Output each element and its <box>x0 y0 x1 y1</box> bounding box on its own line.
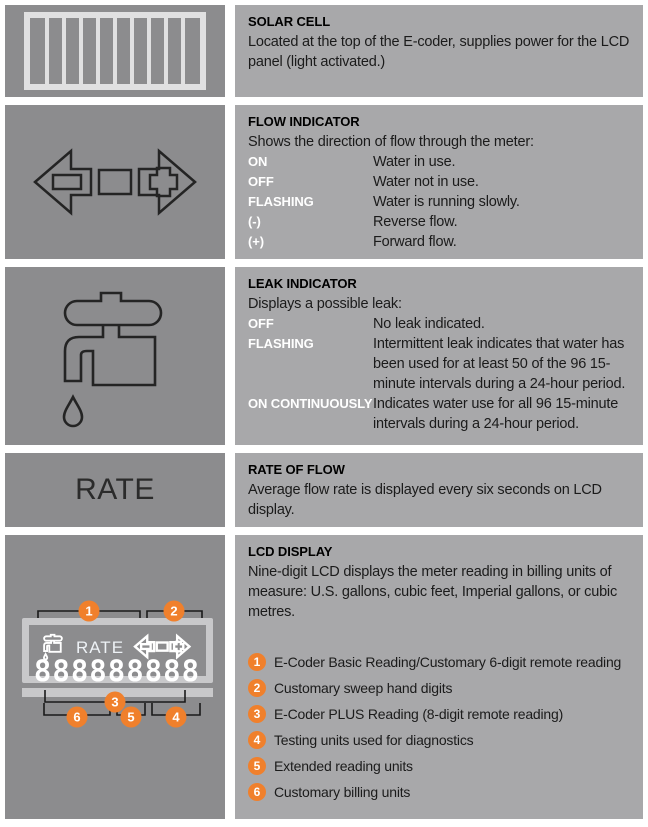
row-rate-of-flow <box>5 453 643 527</box>
flow-desc: Forward flow. <box>373 234 457 250</box>
lcd-digits: 888888888 <box>33 654 201 688</box>
leak-indicator-table <box>248 314 631 434</box>
rate-icon-panel <box>5 453 225 527</box>
leak-desc: No leak indicated. <box>373 316 485 332</box>
callout-badge-3: 3 <box>111 694 119 710</box>
callout-item <box>248 649 631 675</box>
leak-indicator-intro: Displays a possible leak: <box>248 296 402 312</box>
flow-term: OFF <box>248 174 274 189</box>
callout-number-icon: 5 <box>248 757 266 775</box>
flow-desc: Water is running slowly. <box>373 194 520 210</box>
leak-indicator-title: LEAK INDICATOR <box>248 276 357 291</box>
callout-item <box>248 779 631 805</box>
flow-arrows-icon <box>5 105 225 259</box>
callout-item <box>248 753 631 779</box>
row-lcd-display <box>5 535 643 819</box>
rate-description: Average flow rate is displayed every six seconds on LCD display. <box>248 482 602 518</box>
callout-badge-5: 5 <box>127 709 135 725</box>
lcd-description: Nine-digit LCD displays the meter reading in billing units of measure: U.S. gallons, cubic feet, Imperial gallons, or cubic metres. <box>248 564 618 620</box>
callout-number-icon: 2 <box>248 679 266 697</box>
flow-desc: Reverse flow. <box>373 214 458 230</box>
leak-desc: Indicates water use for all 96 15-minute intervals during a 24-hour period. <box>373 396 619 432</box>
flow-desc: Water not in use. <box>373 174 479 190</box>
callout-number-icon: 6 <box>248 783 266 801</box>
row-leak-indicator <box>5 267 643 445</box>
callout-badge-2: 2 <box>170 603 178 619</box>
flow-desc: Water in use. <box>373 154 456 170</box>
callout-text: Extended reading units <box>274 758 413 774</box>
lcd-rate-label: RATE <box>75 638 125 657</box>
lcd-callout-list <box>248 649 631 805</box>
leak-term: ON CONTINUOUSLY <box>248 396 373 411</box>
solar-cell-icon-panel <box>5 5 225 97</box>
rate-title: RATE OF FLOW <box>248 462 345 477</box>
flow-term: (-) <box>248 214 261 229</box>
solar-cell-description: Located at the top of the E-coder, supplies power for the LCD panel (light activated.) <box>248 34 630 70</box>
callout-text: E-Coder PLUS Reading (8-digit remote reading) <box>274 706 564 722</box>
callout-item <box>248 675 631 701</box>
flow-term: FLASHING <box>248 194 314 209</box>
lcd-display-diagram <box>5 535 225 819</box>
row-solar-cell <box>5 5 643 97</box>
solar-cell-title: SOLAR CELL <box>248 14 331 29</box>
leak-indicator-text-panel <box>235 267 643 445</box>
callout-badge-6: 6 <box>73 709 81 725</box>
leak-desc: Intermittent leak indicates that water has been used for at least 50 of the 96 15-minute intervals during a 24-hour period. <box>373 336 626 392</box>
callout-number-icon: 3 <box>248 705 266 723</box>
faucet-icon <box>5 267 225 445</box>
callout-text: Customary billing units <box>274 784 411 800</box>
lcd-title: LCD DISPLAY <box>248 544 333 559</box>
leak-indicator-icon-panel <box>5 267 225 445</box>
callout-number-icon: 4 <box>248 731 266 749</box>
flow-term: (+) <box>248 234 264 249</box>
flow-indicator-text-panel <box>235 105 643 259</box>
lcd-icon-panel <box>5 535 225 819</box>
callout-text: E-Coder Basic Reading/Customary 6-digit remote reading <box>274 654 622 670</box>
flow-indicator-icon-panel <box>5 105 225 259</box>
callout-item <box>248 727 631 753</box>
leak-term: FLASHING <box>248 336 314 351</box>
callout-badge-4: 4 <box>172 709 180 725</box>
rate-text-panel <box>235 453 643 527</box>
callout-text: Testing units used for diagnostics <box>274 732 474 748</box>
callout-number-icon: 1 <box>248 653 266 671</box>
leak-term: OFF <box>248 316 274 331</box>
rate-word-icon: RATE <box>75 473 155 506</box>
flow-indicator-title: FLOW INDICATOR <box>248 114 360 129</box>
callout-item <box>248 701 631 727</box>
lcd-text-panel <box>235 535 643 819</box>
solar-cell-text-panel <box>235 5 643 97</box>
row-flow-indicator <box>5 105 643 259</box>
callout-badge-1: 1 <box>85 603 93 619</box>
flow-term: ON <box>248 154 268 169</box>
solar-cell-icon <box>5 5 225 97</box>
callout-text: Customary sweep hand digits <box>274 680 453 696</box>
flow-indicator-intro: Shows the direction of flow through the meter: <box>248 134 534 150</box>
flow-indicator-table <box>248 152 631 252</box>
